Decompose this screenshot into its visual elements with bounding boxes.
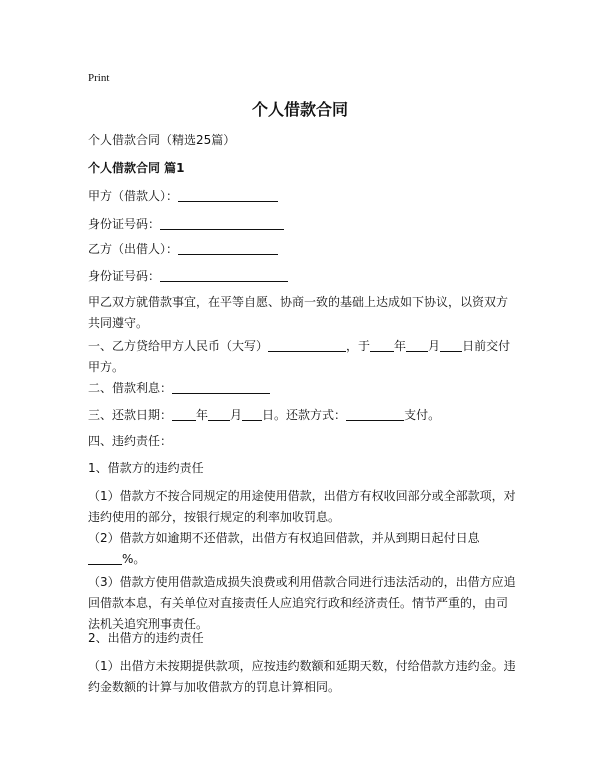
clause-3-text-c: 月 — [230, 408, 243, 422]
clause-3-text-b: 年 — [196, 408, 209, 422]
clause-4: 四、违约责任： — [88, 434, 173, 448]
repay-year-blank — [172, 407, 196, 421]
clause-1-text-a: 一、乙方贷给甲方人民币（大写） — [88, 339, 269, 353]
lender-liability-heading: 2、出借方的违约责任 — [88, 631, 204, 645]
id-number-label-2: 身份证号码： — [88, 269, 161, 283]
borrower-item-3: （3）借款方使用借款造成损失浪费或利用借款合同进行违法活动的，出借方应追回借款本息，有关单位对直接责任人应追究行政和经济责任。情节严重的，由司法机关追究刑事责任。 — [88, 575, 516, 631]
borrower-item-2-percent: %。 — [122, 552, 146, 566]
day-blank — [440, 338, 462, 352]
clause-1 — [88, 336, 516, 378]
borrower-item-2 — [88, 528, 516, 570]
agreement-intro: 甲乙双方就借款事宜，在平等自愿、协商一致的基础上达成如下协议，以资双方共同遵守。 — [88, 295, 509, 330]
id-number-line-1 — [88, 214, 516, 235]
party-b-line — [88, 239, 516, 260]
lender-item-1: （1）出借方未按期提供款项，应按违约数额和延期天数，付给借款方违约金。违约金数额的计算与加收借款方的罚息计算相同。 — [88, 659, 516, 694]
year-blank — [370, 338, 394, 352]
repay-day-blank — [242, 407, 262, 421]
clause-1-text-e: 日前交付 — [462, 339, 511, 353]
party-a-label: 甲方（借款人）： — [88, 189, 179, 203]
clause-1-text-f: 甲方。 — [88, 360, 125, 374]
document-title: 个人借款合同 — [251, 100, 348, 119]
clause-3-text-e: 支付。 — [404, 408, 441, 422]
clause-2 — [88, 378, 516, 399]
party-a-blank — [178, 188, 278, 202]
amount-blank — [268, 338, 346, 352]
borrower-item-2-text: （2）借款方如逾期不还借款，出借方有权追回借款，并从到期日起付日息 — [88, 531, 480, 545]
clause-3 — [88, 405, 516, 426]
id-number-label-1: 身份证号码： — [88, 217, 161, 231]
month-blank — [406, 338, 428, 352]
id-number-blank-2 — [160, 268, 288, 282]
id-number-line-2 — [88, 266, 516, 287]
repay-month-blank — [208, 407, 230, 421]
repay-method-blank — [346, 407, 404, 421]
party-a-line — [88, 186, 516, 207]
print-label[interactable]: Print — [88, 72, 110, 84]
section-heading: 个人借款合同 篇1 — [88, 161, 185, 175]
daily-interest-blank — [88, 551, 122, 565]
borrower-liability-heading: 1、借款方的违约责任 — [88, 461, 204, 475]
interest-blank — [172, 380, 270, 394]
clause-3-text-d: 日。还款方式： — [262, 408, 347, 422]
party-b-blank — [178, 241, 278, 255]
borrower-item-1: （1）借款方不按合同规定的用途使用借款，出借方有权收回部分或全部款项，对违约使用的部分，按银行规定的利率加收罚息。 — [88, 489, 516, 524]
clause-3-text-a: 三、还款日期： — [88, 408, 173, 422]
document-subtitle: 个人借款合同（精选25篇） — [88, 133, 236, 147]
clause-1-text-c: 年 — [394, 339, 407, 353]
id-number-blank-1 — [160, 216, 284, 230]
clause-2-label: 二、借款利息： — [88, 381, 173, 395]
clause-1-text-d: 月 — [428, 339, 441, 353]
party-b-label: 乙方（出借人）： — [88, 242, 179, 256]
clause-1-text-b: ，于 — [346, 339, 371, 353]
